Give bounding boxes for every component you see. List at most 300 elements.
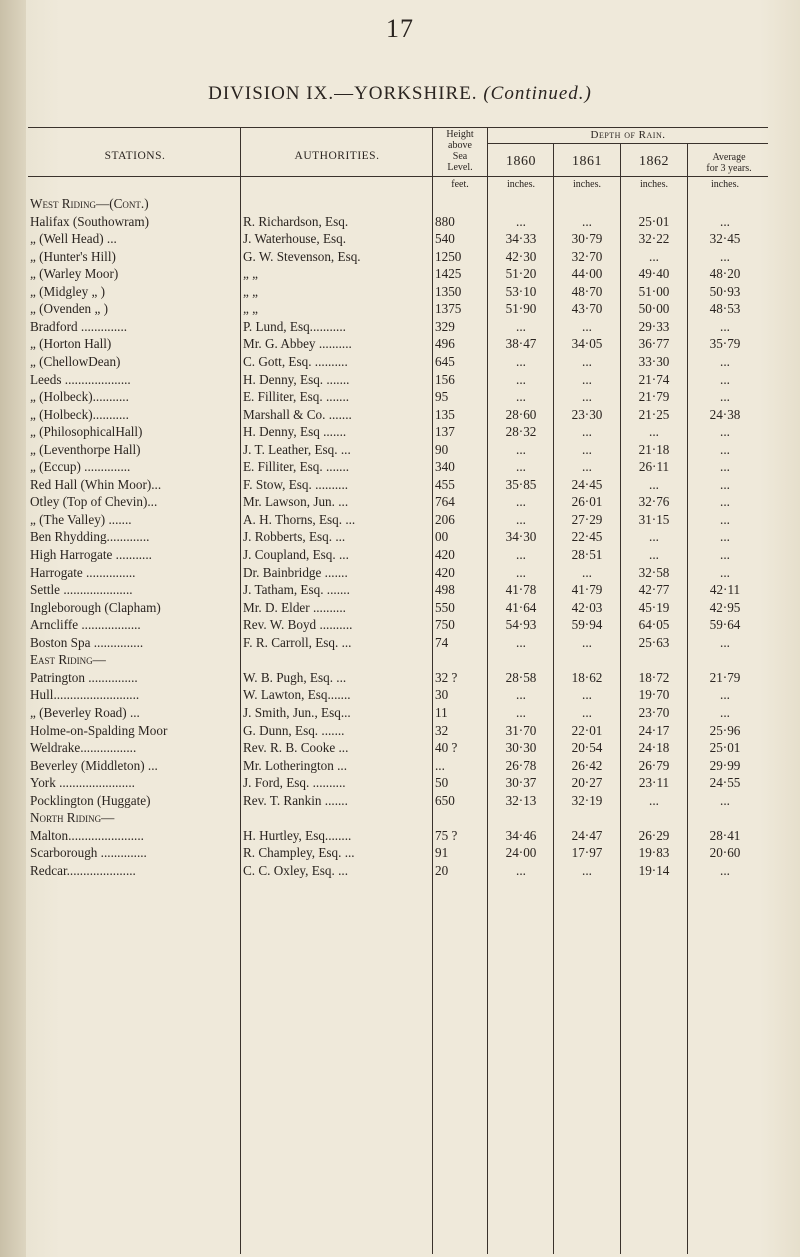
rain-1860-cell: 30·37 — [505, 775, 537, 791]
station-cell: „ (Warley Moor) — [30, 266, 119, 282]
station-cell: High Harrogate ........... — [30, 547, 152, 562]
rain-1860-cell: 42·30 — [505, 248, 537, 264]
unit-1862: inches. — [639, 179, 669, 190]
header-authorities: AUTHORITIES. — [294, 150, 380, 162]
height-cell: 95 — [435, 389, 449, 405]
rain-1862-cell: 45·19 — [638, 599, 670, 615]
height-cell: 1250 — [435, 248, 462, 264]
rain-1861-cell: ... — [582, 459, 592, 475]
height-cell: 650 — [435, 792, 455, 808]
rain-1862-cell: 32·76 — [638, 494, 670, 510]
rain-1860-cell: 35·85 — [505, 476, 537, 492]
rain-1860-cell: ... — [516, 318, 526, 334]
header-depth-of-rain: Depth of Rain. — [590, 129, 666, 141]
height-cell: 420 — [435, 547, 455, 562]
authority-cell: J. Coupland, Esq. ... — [243, 547, 349, 562]
station-cell: Malton....................... — [30, 827, 144, 843]
height-cell: 156 — [435, 371, 455, 387]
height-cell: 340 — [435, 459, 455, 475]
rain-1861-cell: 30·79 — [571, 231, 603, 247]
continued-label: (Continued.) — [483, 83, 592, 104]
station-cell: Otley (Top of Chevin)... — [30, 494, 158, 510]
height-cell: 1350 — [435, 283, 462, 299]
rain-1862-cell: 24·18 — [638, 740, 670, 756]
height-cell: 11 — [435, 704, 448, 720]
table-row — [0, 266, 800, 284]
rain-1862-cell: 23·11 — [638, 775, 670, 791]
average-cell: 42·95 — [709, 599, 741, 615]
table-row — [0, 284, 800, 302]
height-cell: 645 — [435, 353, 455, 369]
page-title — [0, 83, 800, 105]
rain-1861-cell: ... — [582, 687, 592, 703]
rain-1861-cell: 26·01 — [571, 494, 603, 510]
rain-1861-cell: ... — [582, 389, 592, 405]
table-row — [0, 459, 800, 477]
rain-1860-cell: 51·20 — [505, 266, 537, 282]
table-row — [0, 442, 800, 460]
height-cell: 496 — [435, 336, 455, 352]
unit-height: feet. — [451, 179, 469, 190]
rain-1862-cell: 21·18 — [638, 441, 670, 457]
authority-cell: Mr. Lawson, Jun. ... — [243, 494, 349, 510]
station-cell: Arncliffe .................. — [30, 617, 141, 633]
authority-cell: Mr. Lotherington ... — [243, 757, 348, 773]
table-row — [0, 494, 800, 512]
authority-cell: W. B. Pugh, Esq. ... — [243, 669, 347, 685]
station-cell: Holme-on-Spalding Moor — [30, 722, 168, 738]
height-cell: 455 — [435, 476, 455, 492]
table-row — [0, 547, 800, 565]
average-cell: 25·01 — [709, 740, 741, 756]
rain-1861-cell: 22·01 — [571, 722, 603, 738]
authority-cell: Dr. Bainbridge ....... — [243, 564, 348, 580]
rain-1860-cell: ... — [516, 634, 526, 650]
authority-cell: Marshall & Co. ....... — [243, 406, 352, 422]
rain-1860-cell: 41·64 — [505, 599, 537, 615]
average-cell: ... — [720, 371, 730, 387]
rain-1861-cell: ... — [582, 634, 592, 650]
authority-cell: A. H. Thorns, Esq. ... — [243, 511, 356, 527]
height-cell: 550 — [435, 599, 455, 615]
section-heading-row — [0, 652, 800, 670]
rain-1861-cell: ... — [582, 213, 592, 229]
average-cell: ... — [720, 424, 730, 440]
rain-1861-cell: ... — [582, 353, 592, 369]
rain-1861-cell: 59·94 — [571, 617, 603, 633]
station-cell: „ (Leventhorpe Hall) — [30, 441, 141, 457]
table-row — [0, 705, 800, 723]
table-row — [0, 477, 800, 495]
rain-1860-cell: ... — [516, 862, 526, 878]
station-cell: „ (Midgley „ ) — [30, 283, 106, 299]
station-cell: Halifax (Southowram) — [30, 213, 150, 229]
station-cell: Ben Rhydding............. — [30, 529, 150, 545]
rain-1861-cell: 27·29 — [571, 511, 603, 527]
rain-1860-cell: 26·78 — [505, 757, 537, 773]
average-cell: 48·53 — [709, 301, 741, 317]
height-cell: 75 ? — [435, 827, 458, 843]
height-cell: 329 — [435, 318, 455, 334]
rain-1862-cell: 26·29 — [638, 827, 670, 843]
rain-1861-cell: ... — [582, 424, 592, 440]
rain-1860-cell: ... — [516, 389, 526, 405]
average-cell: 29·99 — [709, 757, 741, 773]
station-cell: Pocklington (Huggate) — [30, 792, 151, 808]
header-1861: 1861 — [572, 154, 602, 169]
rain-1862-cell: 21·74 — [638, 371, 670, 387]
table-row — [0, 863, 800, 881]
section-heading-row — [0, 196, 800, 214]
height-cell: 32 — [435, 722, 449, 738]
height-cell: 50 — [435, 775, 449, 791]
table-row — [0, 617, 800, 635]
average-cell: ... — [720, 687, 730, 703]
average-cell: 21·79 — [709, 669, 741, 685]
rain-1860-cell: 28·58 — [505, 669, 537, 685]
average-cell: ... — [720, 248, 730, 264]
average-cell: ... — [720, 389, 730, 405]
table-top-rule — [28, 127, 768, 128]
height-cell: 74 — [435, 634, 449, 650]
table-row — [0, 600, 800, 618]
station-cell: Leeds .................... — [30, 371, 131, 387]
average-cell: ... — [720, 547, 730, 562]
rain-1860-cell: ... — [516, 371, 526, 387]
table-row — [0, 828, 800, 846]
rain-1862-cell: 18·72 — [638, 669, 670, 685]
header-bottom-rule — [28, 176, 768, 177]
table-row — [0, 214, 800, 232]
station-cell: York ....................... — [30, 775, 135, 791]
authority-cell: „ „ — [243, 266, 259, 282]
average-cell: 32·45 — [709, 231, 741, 247]
station-cell: Ingleborough (Clapham) — [30, 599, 161, 615]
average-cell: ... — [720, 792, 730, 808]
table-row — [0, 687, 800, 705]
station-cell: Red Hall (Whin Moor)... — [30, 476, 162, 492]
rain-1862-cell: ... — [649, 476, 659, 492]
authority-cell: J. Robberts, Esq. ... — [243, 529, 346, 545]
authority-cell: P. Lund, Esq........... — [243, 318, 346, 334]
station-cell: „ (Horton Hall) — [30, 336, 112, 352]
rain-1862-cell: 24·17 — [638, 722, 670, 738]
rain-1861-cell: ... — [582, 564, 592, 580]
table-row — [0, 740, 800, 758]
height-cell: 135 — [435, 406, 455, 422]
station-cell: East Riding— — [30, 652, 106, 668]
unit-1861: inches. — [572, 179, 602, 190]
rain-1861-cell: 34·05 — [571, 336, 603, 352]
authority-cell: „ „ — [243, 301, 259, 317]
rain-1861-cell: 22·45 — [571, 529, 603, 545]
average-cell: 59·64 — [709, 617, 741, 633]
rain-1861-cell: 42·03 — [571, 599, 603, 615]
rain-1860-cell: ... — [516, 511, 526, 527]
rain-1861-cell: 20·54 — [571, 740, 603, 756]
unit-average: inches. — [710, 179, 740, 190]
average-cell: 24·38 — [709, 406, 741, 422]
rain-1861-cell: 28·51 — [571, 547, 603, 562]
height-cell: 90 — [435, 441, 449, 457]
header-stations: STATIONS. — [104, 150, 166, 162]
average-cell: ... — [720, 213, 730, 229]
authority-cell: G. W. Stevenson, Esq. — [243, 248, 361, 264]
average-cell: ... — [720, 459, 730, 475]
authority-cell: J. Smith, Jun., Esq... — [243, 704, 351, 720]
header-height-line3: Sea — [452, 151, 468, 162]
average-cell: 50·93 — [709, 283, 741, 299]
rain-1861-cell: 32·19 — [571, 792, 603, 808]
rain-1860-cell: 24·00 — [505, 845, 537, 861]
rain-1862-cell: ... — [649, 248, 659, 264]
authority-cell: R. Richardson, Esq. — [243, 213, 349, 229]
rain-1861-cell: 41·79 — [571, 582, 603, 598]
average-cell: 20·60 — [709, 845, 741, 861]
rain-1860-cell: 41·78 — [505, 582, 537, 598]
rain-1862-cell: ... — [649, 424, 659, 440]
table-row — [0, 793, 800, 811]
rain-1860-cell: ... — [516, 687, 526, 703]
station-cell: „ (Ovenden „ ) — [30, 301, 108, 317]
height-cell: 880 — [435, 213, 455, 229]
rain-1860-cell: ... — [516, 441, 526, 457]
station-cell: Beverley (Middleton) ... — [30, 757, 158, 773]
average-cell: ... — [720, 564, 730, 580]
table-row — [0, 389, 800, 407]
rain-1861-cell: 32·70 — [571, 248, 603, 264]
height-cell: 420 — [435, 564, 455, 580]
rain-1862-cell: 26·11 — [638, 459, 670, 475]
table-row — [0, 512, 800, 530]
rain-1861-cell: 18·62 — [571, 669, 603, 685]
rain-1862-cell: 23·70 — [638, 704, 670, 720]
table-row — [0, 529, 800, 547]
average-cell: ... — [720, 704, 730, 720]
rain-1861-cell: 43·70 — [571, 301, 603, 317]
station-cell: „ (Eccup) .............. — [30, 459, 131, 475]
station-cell: Harrogate ............... — [30, 564, 136, 580]
station-cell: „ (ChellowDean) — [30, 353, 121, 369]
rain-1860-cell: ... — [516, 704, 526, 720]
rain-1861-cell: 17·97 — [571, 845, 603, 861]
authority-cell: E. Filliter, Esq. ....... — [243, 459, 350, 475]
authority-cell: R. Champley, Esq. ... — [243, 845, 355, 861]
table-row — [0, 758, 800, 776]
rain-1862-cell: 19·83 — [638, 845, 670, 861]
rain-1862-cell: 19·14 — [638, 862, 670, 878]
table-row — [0, 301, 800, 319]
height-cell: 206 — [435, 511, 455, 527]
rain-1860-cell: 34·33 — [505, 231, 537, 247]
unit-1860: inches. — [506, 179, 536, 190]
rain-1862-cell: 25·63 — [638, 634, 670, 650]
rain-1860-cell: ... — [516, 353, 526, 369]
station-cell: West Riding—(Cont.) — [30, 196, 149, 211]
rain-1860-cell: 28·60 — [505, 406, 537, 422]
rain-1861-cell: 24·47 — [571, 827, 603, 843]
rain-1861-cell: ... — [582, 704, 592, 720]
rain-1862-cell: 19·70 — [638, 687, 670, 703]
rain-1861-cell: ... — [582, 318, 592, 334]
station-cell: North Riding— — [30, 810, 115, 826]
rain-1861-cell: 24·45 — [571, 476, 603, 492]
table-row — [0, 775, 800, 793]
station-cell: Weldrake................. — [30, 740, 137, 756]
rain-1860-cell: ... — [516, 547, 526, 562]
station-cell: „ (Beverley Road) ... — [30, 704, 140, 720]
height-cell: 20 — [435, 862, 449, 878]
authority-cell: C. Gott, Esq. .......... — [243, 353, 348, 369]
rain-1861-cell: 26·42 — [571, 757, 603, 773]
rain-1861-cell: 20·27 — [571, 775, 603, 791]
rain-1861-cell: ... — [582, 441, 592, 457]
average-cell: ... — [720, 494, 730, 510]
authority-cell: W. Lawton, Esq....... — [243, 687, 351, 703]
height-cell: 32 ? — [435, 669, 458, 685]
station-cell: Patrington ............... — [30, 669, 138, 685]
rain-1860-cell: 31·70 — [505, 722, 537, 738]
average-cell: 24·55 — [709, 775, 741, 791]
table-row — [0, 354, 800, 372]
division-title: DIVISION IX.—YORKSHIRE. — [208, 83, 478, 104]
authority-cell: J. Ford, Esq. .......... — [243, 775, 346, 791]
table-row — [0, 845, 800, 863]
rain-1862-cell: 26·79 — [638, 757, 670, 773]
rain-1860-cell: ... — [516, 459, 526, 475]
station-cell: „ (Holbeck)........... — [30, 389, 129, 405]
rain-1862-cell: 25·01 — [638, 213, 670, 229]
rain-1860-cell: 28·32 — [505, 424, 537, 440]
authority-cell: „ „ — [243, 283, 259, 299]
station-cell: „ (The Valley) ....... — [30, 511, 132, 527]
authority-cell: F. Stow, Esq. .......... — [243, 476, 349, 492]
rain-1862-cell: 50·00 — [638, 301, 670, 317]
height-cell: 1425 — [435, 266, 462, 282]
height-cell: 540 — [435, 231, 455, 247]
height-cell: ... — [435, 757, 445, 773]
header-height — [434, 129, 486, 173]
rain-1861-cell: 23·30 — [571, 406, 603, 422]
height-cell: 40 ? — [435, 740, 458, 756]
rain-1860-cell: 32·13 — [505, 792, 537, 808]
average-cell: ... — [720, 441, 730, 457]
rain-1862-cell: 64·05 — [638, 617, 670, 633]
header-height-line1: Height — [446, 129, 474, 140]
height-cell: 137 — [435, 424, 455, 440]
height-cell: 91 — [435, 845, 449, 861]
authority-cell: F. R. Carroll, Esq. ... — [243, 634, 352, 650]
table-row — [0, 565, 800, 583]
authority-cell: Rev. T. Rankin ....... — [243, 792, 348, 808]
rain-1860-cell: 51·90 — [505, 301, 537, 317]
header-1862: 1862 — [639, 154, 669, 169]
table-row — [0, 249, 800, 267]
rain-1861-cell: 44·00 — [571, 266, 603, 282]
rain-1862-cell: 49·40 — [638, 266, 670, 282]
rain-1862-cell: ... — [649, 547, 659, 562]
station-cell: „ (Holbeck)........... — [30, 406, 129, 422]
station-cell: Scarborough .............. — [30, 845, 147, 861]
authority-cell: Mr. G. Abbey .......... — [243, 336, 352, 352]
rain-1860-cell: 38·47 — [505, 336, 537, 352]
authority-cell: H. Denny, Esq. ....... — [243, 371, 350, 387]
header-height-line4: Level. — [447, 162, 473, 173]
page-number: 17 — [386, 14, 414, 43]
average-cell: ... — [720, 476, 730, 492]
station-cell: „ (Hunter's Hill) — [30, 248, 116, 264]
average-cell: 42·11 — [709, 582, 741, 598]
authority-cell: H. Denny, Esq ....... — [243, 424, 347, 440]
rain-1860-cell: 53·10 — [505, 283, 537, 299]
authority-cell: Rev. R. B. Cooke ... — [243, 740, 349, 756]
height-cell: 1375 — [435, 301, 462, 317]
table-row — [0, 319, 800, 337]
height-cell: 00 — [435, 529, 449, 545]
section-heading-row — [0, 810, 800, 828]
average-cell: 48·20 — [709, 266, 741, 282]
rain-1860-cell: 34·46 — [505, 827, 537, 843]
average-cell: 35·79 — [709, 336, 741, 352]
rain-1862-cell: 42·77 — [638, 582, 670, 598]
average-cell: ... — [720, 511, 730, 527]
table-row — [0, 723, 800, 741]
station-cell: Hull.......................... — [30, 687, 140, 703]
header-1860: 1860 — [506, 154, 536, 169]
table-row — [0, 407, 800, 425]
header-average-line2: for 3 years. — [706, 163, 752, 174]
header-height-line2: above — [448, 140, 472, 151]
table-row — [0, 582, 800, 600]
authority-cell: H. Hurtley, Esq........ — [243, 827, 352, 843]
average-cell: ... — [720, 862, 730, 878]
rain-1861-cell: ... — [582, 371, 592, 387]
average-cell: ... — [720, 634, 730, 650]
table-row — [0, 372, 800, 390]
station-cell: „ (Well Head) ... — [30, 231, 117, 247]
rain-1860-cell: ... — [516, 213, 526, 229]
authority-cell: J. T. Leather, Esq. ... — [243, 441, 351, 457]
table-row — [0, 336, 800, 354]
rain-1862-cell: 21·79 — [638, 389, 670, 405]
authority-cell: J. Tatham, Esq. ....... — [243, 582, 350, 598]
rain-1862-cell: 32·58 — [638, 564, 670, 580]
authority-cell: J. Waterhouse, Esq. — [243, 231, 347, 247]
rain-1862-cell: 51·00 — [638, 283, 670, 299]
station-cell: Boston Spa ............... — [30, 634, 144, 650]
rain-1862-cell: 36·77 — [638, 336, 670, 352]
authority-cell: Rev. W. Boyd .......... — [243, 617, 353, 633]
rain-1860-cell: 54·93 — [505, 617, 537, 633]
station-cell: Bradford .............. — [30, 318, 128, 334]
rain-1860-cell: 30·30 — [505, 740, 537, 756]
table-row — [0, 231, 800, 249]
average-cell: ... — [720, 318, 730, 334]
authority-cell: C. C. Oxley, Esq. ... — [243, 862, 349, 878]
rain-1862-cell: 33·30 — [638, 353, 670, 369]
rain-1860-cell: ... — [516, 564, 526, 580]
rain-1862-cell: ... — [649, 792, 659, 808]
height-cell: 750 — [435, 617, 455, 633]
authority-cell: E. Filliter, Esq. ....... — [243, 389, 350, 405]
rain-1861-cell: ... — [582, 862, 592, 878]
height-cell: 764 — [435, 494, 455, 510]
depth-header-rule — [488, 143, 768, 144]
table-row — [0, 635, 800, 653]
average-cell: 25·96 — [709, 722, 741, 738]
average-cell: ... — [720, 353, 730, 369]
rain-1862-cell: 21·25 — [638, 406, 670, 422]
